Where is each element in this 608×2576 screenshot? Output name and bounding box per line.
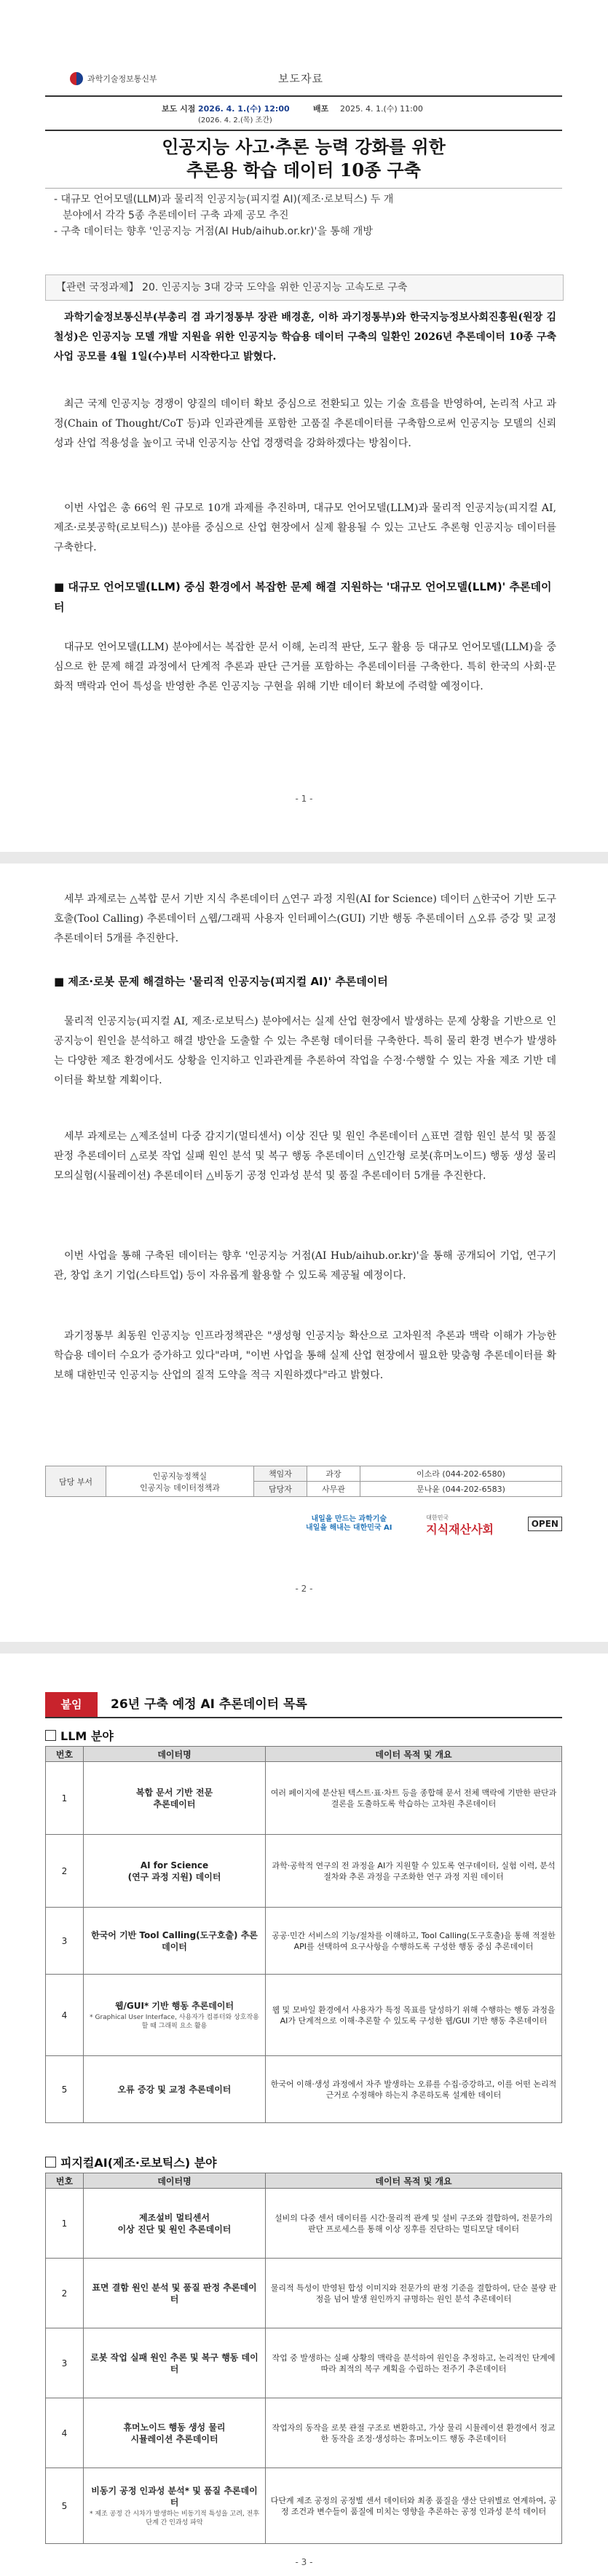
row-number: 3 (46, 2328, 84, 2398)
data-name-cell (84, 1762, 266, 1835)
summary-line: - 대규모 언어모델(LLM)과 물리적 인공지능(피지컬 AI)(제조·로보틱스) 두 개 (54, 194, 394, 205)
contact-name: 이소라 (044-202-6580) (360, 1466, 562, 1482)
paragraph-8: 이번 사업을 통해 구축된 데이터는 향후 '인공지능 거점(AI Hub/aihub.or.kr)'을 통해 공개되어 기업, 연구기관, 창업 초기 기업(스타트업) 등이 자유롭게 활용할 수 있도록 제공될 예정이다. (54, 1250, 556, 1281)
description-cell: 작업 중 발생하는 실패 상황의 맥락을 분석하여 원인을 추정하고, 논리적인 단계에 따라 최적의 복구 계획을 수립하는 전주기 추론데이터 (266, 2328, 562, 2398)
category-llm (45, 1727, 114, 1744)
description-cell: 한국어 이해·생성 과정에서 자주 발생하는 오류를 수집·증강하고, 이를 어떤 논리적 근거로 수정해야 하는지 추론하도록 설계한 데이터 (266, 2056, 562, 2123)
table-row (46, 2398, 562, 2468)
dataset-name: 로봇 작업 실패 원인 추론 및 복구 행동 데이터 (90, 2352, 258, 2374)
paragraph-1 (54, 308, 556, 367)
col-header: 데이터 목적 및 개요 (266, 2173, 562, 2189)
release-label: 보도 시점 (162, 104, 196, 114)
row-number: 1 (46, 1762, 84, 1835)
paragraph-5: 세부 과제로는 △복합 문서 기반 지식 추론데이터 △연구 과정 지원(AI for Science) 데이터 △한국어 기반 도구 호출(Tool Calling) 추론데이터 △웹/그래픽 사용자 인터페이스(GUI) 기반 행동 추론데이터 △오류 증강 및 교정 추론데이터 5개를 추진한다. (54, 893, 556, 944)
role-label: 책임자 (254, 1466, 307, 1482)
brand-logo (426, 1512, 494, 1536)
brand-small: 대한민국 (426, 1514, 449, 1521)
ministry-name: 과학기술정보통신부 (87, 74, 157, 84)
dataset-name: AI for Science (연구 과정 지원) 데이터 (127, 1860, 221, 1882)
open-license-icon: OPEN (528, 1517, 562, 1531)
press-header (45, 62, 562, 97)
page-break (0, 852, 608, 864)
description-cell: 물리적 특성이 반영된 합성 이미지와 전문가의 판정 기준을 결합하여, 단순 불량 판정을 넘어 발생 원인까지 규명하는 원인 분석 추론데이터 (266, 2259, 562, 2328)
description-cell: 과학·공학적 연구의 전 과정을 AI가 지원할 수 있도록 연구데이터, 실험 이력, 분석 절차와 추론 과정을 구조화한 연구 과정 지원 데이터 (266, 1835, 562, 1908)
dataset-name: 표면 결함 원인 분석 및 품질 판정 추론데이터 (92, 2282, 257, 2304)
footer-logos (306, 1512, 562, 1536)
slogan-line: 내일을 해내는 대한민국 AI (306, 1524, 392, 1532)
col-header: 번호 (46, 2173, 84, 2189)
dataset-name: 오류 증강 및 교정 추론데이터 (117, 2084, 232, 2095)
distribute-label: 배포 (313, 104, 329, 114)
summary-line: 분야에서 각각 5종 추론데이터 구축 과제 공모 추진 (63, 210, 289, 221)
related-task: 【관련 국정과제】 20. 인공지능 3대 강국 도약을 위한 인공지능 고속도로 구축 (45, 274, 564, 301)
data-name-cell (84, 1908, 266, 1975)
page-number: - 1 - (295, 794, 313, 804)
headline-line-2: 추론용 학습 데이터 10종 구축 (186, 159, 421, 181)
dataset-name: 한국어 기반 Tool Calling(도구호출) 추론데이터 (91, 1929, 258, 1952)
description-cell: 공공·민간 서비스의 기능/절차를 이해하고, Tool Calling(도구호출)을 통해 적절한 API를 선택하여 요구사항을 수행하도록 구성한 행동 중심 추론데이터 (266, 1908, 562, 1975)
row-number: 3 (46, 1908, 84, 1975)
col-header: 데이터명 (84, 1747, 266, 1762)
table-row (46, 1975, 562, 2056)
paragraph-9: 과기정통부 최동원 인공지능 인프라정책관은 "생성형 인공지능 확산으로 고차원적 추론과 맥락 이해가 가능한 학습용 데이터 수요가 증가하고 있다"라며, "이번 사업을 통해 실제 산업 현장에서 필요한 맞춤형 추론데이터를 확보해 대한민국 인공지능 산업의 질적 도약을 적극 지원하겠다"라고 밝혔다. (54, 1330, 556, 1381)
contact-table (45, 1466, 562, 1497)
release-value: 2026. 4. 1.(수) 12:00 (198, 104, 290, 114)
role-label: 담당자 (254, 1482, 307, 1497)
dept-label: 담당 부서 (46, 1466, 106, 1497)
table-row (46, 2468, 562, 2544)
table-row (46, 2328, 562, 2398)
data-name-cell (84, 2189, 266, 2259)
dept-name: 인공지능정책실 (152, 1471, 208, 1481)
taegeuk-icon (70, 72, 83, 85)
ministry-logo (70, 72, 157, 85)
description-cell: 설비의 다중 센서 데이터를 시간·물리적 관계 및 설비 구조와 결합하여, 전문가의 판단 프로세스를 통해 이상 징후를 진단하는 멀티모달 데이터 (266, 2189, 562, 2259)
data-name-cell (84, 1835, 266, 1908)
paragraph-7: 세부 과제로는 △제조설비 다중 감지기(멀티센서) 이상 진단 및 원인 추론데이터 △표면 결함 원인 분석 및 품질 판정 추론데이터 △로봇 작업 실패 원인 분석 및 복구 행동 추론데이터 △인간형 로봇(휴머노이드) 행동 생성 물리 모의실험(시뮬레이션) 추론데이터 △비동기 공정 인과성 분석 및 품질 추론데이터 5개를 추진한다. (54, 1131, 556, 1182)
summary-line: - 구축 데이터는 향후 '인공지능 거점(AI Hub/aihub.or.kr)'을 통해 개방 (54, 226, 373, 237)
description-cell: 웹 및 모바일 환경에서 사용자가 특정 목표를 달성하기 위해 수행하는 행동 과정을 AI가 단계적으로 이해·추론할 수 있도록 구성한 웹/GUI 기반 행동 추론데이터 (266, 1975, 562, 2056)
footnote: * 제조 공정 간 시차가 발생하는 비동기적 특성을 고려, 전후 단계 간 인과성 파악 (89, 2510, 260, 2526)
contact-name: 문나윤 (044-202-6583) (360, 1482, 562, 1497)
paragraph-3: 이번 사업은 총 66억 원 규모로 10개 과제를 추진하며, 대규모 언어모델(LLM)과 물리적 인공지능(피지컬 AI, 제조·로봇공학(로보틱스)) 분야를 중심으로 산업 현장에서 실제 활용될 수 있는 고난도 추론형 인공지능 데이터를 구축한다. (54, 502, 556, 553)
table-row (46, 1762, 562, 1835)
data-name-cell (84, 2328, 266, 2398)
checkbox-icon (45, 2157, 56, 2168)
category-label: LLM 분야 (60, 1729, 114, 1743)
description-cell: 여러 페이지에 분산된 텍스트·표·차트 등을 종합해 문서 전체 맥락에 기반한 판단과 결론을 도출하도록 학습하는 고차원 추론데이터 (266, 1762, 562, 1835)
data-name-cell (84, 2398, 266, 2468)
page-number: - 2 - (295, 1584, 313, 1594)
row-number: 2 (46, 1835, 84, 1908)
col-header: 데이터 목적 및 개요 (266, 1747, 562, 1762)
paragraph-2: 최근 국제 인공지능 경쟁이 양질의 데이터 확보 중심으로 전환되고 있는 기술 흐름을 반영하여, 논리적 사고 과정(Chain of Thought/CoT 등)과 인과관계를 포함한 고품질 추론데이터를 구축함으로써 인공지능 모델의 신뢰성과 산업 적용성을 높이고 국내 인공지능 산업 경쟁력을 강화하겠다는 방침이다. (54, 398, 556, 449)
headline-line-1: 인공지능 사고·추론 능력 강화를 위한 (162, 136, 446, 157)
page-number: - 3 - (295, 2557, 313, 2567)
data-name-cell (84, 2259, 266, 2328)
checkbox-icon (45, 1730, 56, 1741)
table-row (46, 2189, 562, 2259)
headline (45, 130, 562, 189)
table-row (46, 2259, 562, 2328)
distribute-value: 2025. 4. 1.(수) 11:00 (340, 104, 423, 114)
dept-name: 인공지능 데이터정책과 (140, 1482, 220, 1493)
appendix-tag: 붙임 (45, 1692, 98, 1717)
row-number: 2 (46, 2259, 84, 2328)
slogan-line: 내일을 만드는 과학기술 (311, 1515, 387, 1523)
position: 사무관 (307, 1482, 360, 1497)
paragraph-4: 대규모 언어모델(LLM) 분야에서는 복잡한 문서 이해, 논리적 판단, 도구 활용 등 대규모 언어모델(LLM)을 중심으로 한 문제 해결 과정에서 단계적 추론과 판단 근거를 포함하는 추론데이터를 구축한다. 특히 한국의 사회·문화적 맥락과 언어 특성을 반영한 추론 인공지능 구현을 위해 기반 데이터 확보에 주력할 예정이다. (54, 641, 556, 692)
dataset-name: 웹/GUI* 기반 행동 추론데이터 (114, 2000, 234, 2011)
col-header: 데이터명 (84, 2173, 266, 2189)
section-heading-llm: ■ 대규모 언어모델(LLM) 중심 환경에서 복잡한 문제 해결 지원하는 '대규모 언어모델(LLM)' 추론데이터 (54, 580, 552, 614)
table-row (46, 2056, 562, 2123)
appendix-title: 26년 구축 예정 AI 추론데이터 목록 (111, 1697, 307, 1712)
data-name-cell (84, 2056, 266, 2123)
physical-ai-data-table (45, 2173, 562, 2544)
description-cell: 작업자의 동작을 로봇 관절 구조로 변환하고, 가상 물리 시뮬레이션 환경에서 정교한 동작을 조정·생성하는 휴머노이드 행동 추론데이터 (266, 2398, 562, 2468)
description-cell: 다단계 제조 공정의 공정별 센서 데이터와 최종 품질을 생산 단위별로 연계하여, 공정 조건과 변수들이 품질에 미치는 영향을 추론하는 공정 인과성 분석 데이터 (266, 2468, 562, 2544)
slogan (306, 1515, 392, 1533)
page-break (0, 1642, 608, 1654)
dataset-name: 비동기 공정 인과성 분석* 및 품질 추론데이터 (91, 2485, 258, 2508)
llm-data-table (45, 1746, 562, 2123)
dept-names (106, 1466, 254, 1497)
brand-text: 지식재산사회 (426, 1522, 494, 1536)
paragraph-1-text: 과학기술정보통신부(부총리 겸 과기정통부 장관 배경훈, 이하 과기정통부)와 한국지능정보사회진흥원(원장 김철성)은 인공지능 모델 개발 지원을 위한 인공지능 학습용 데이터 구축의 일환인 2026년 추론데이터 10종 구축 사업 공모를 4월 1일(수)부터 시작한다고 밝혔다. (54, 312, 556, 363)
category-physical-ai (45, 2154, 217, 2170)
summary (54, 191, 556, 240)
dataset-name: 복합 문서 기반 전문 추론데이터 (135, 1787, 213, 1809)
row-number: 5 (46, 2468, 84, 2544)
footnote: * Graphical User Interface, 사용자가 컴퓨터와 상호작용할 때 그래픽 요소 활용 (90, 2013, 259, 2030)
paragraph-6: 물리적 인공지능(피지컬 AI, 제조·로보틱스) 분야에서는 실제 산업 현장에서 발생하는 문제 상황을 기반으로 인공지능이 원인을 분석하고 해결 방안을 도출할 수 있는 추론형 데이터를 구축한다. 특히 물리 환경 변수가 발생하는 다양한 제조 환경에서도 상황을 인지하고 인과관계를 추론하여 작업을 수정·수행할 수 있는 자율 제조 기반 데이터를 확보할 계획이다. (54, 1016, 556, 1086)
release-info (45, 100, 562, 125)
col-header: 번호 (46, 1747, 84, 1762)
row-number: 4 (46, 2398, 84, 2468)
category-label: 피지컬AI(제조·로보틱스) 분야 (60, 2156, 217, 2170)
dataset-name: 제조설비 멀티센서 이상 진단 및 원인 추론데이터 (117, 2212, 232, 2235)
row-number: 4 (46, 1975, 84, 2056)
position: 과장 (307, 1466, 360, 1482)
table-row (46, 1908, 562, 1975)
table-row (46, 1835, 562, 1908)
appendix-header (45, 1692, 562, 1718)
data-name-cell (84, 2468, 266, 2544)
row-number: 1 (46, 2189, 84, 2259)
dataset-name: 휴머노이드 행동 생성 물리 시뮬레이션 추론데이터 (123, 2422, 226, 2444)
section-heading-physical-ai: ■ 제조·로봇 문제 해결하는 '물리적 인공지능(피지컬 AI)' 추론데이터 (54, 975, 388, 988)
data-name-cell (84, 1975, 266, 2056)
row-number: 5 (46, 2056, 84, 2123)
doc-type: 보도자료 (278, 72, 323, 85)
release-sub: (2026. 4. 2.(목) 조간) (198, 116, 272, 125)
